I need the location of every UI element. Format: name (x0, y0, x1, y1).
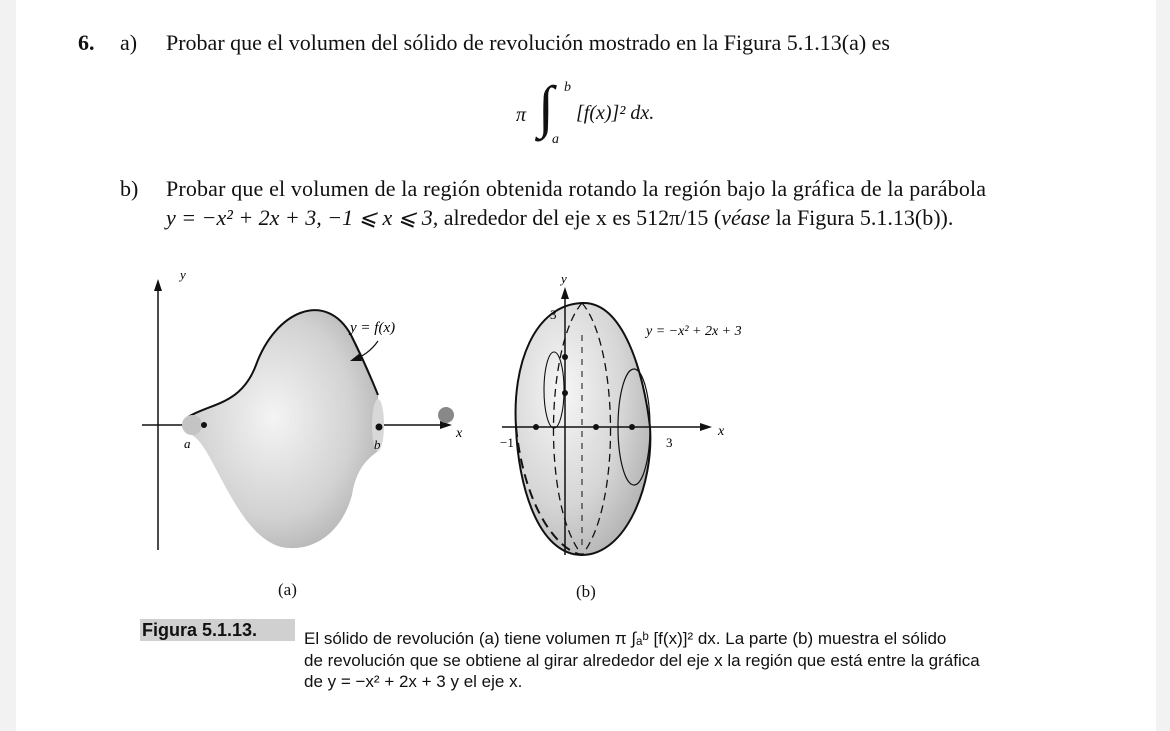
part-b-line1: Probar que el volumen de la región obtenida rotando la región bajo la gráfica de la parábola (166, 176, 987, 201)
formula-body: [f(x)]² dx. (576, 102, 655, 124)
page (16, 0, 1156, 731)
caption-line-2: de revolución que se obtiene al girar alrededor del eje x la región que está entre la gráfica (304, 651, 980, 670)
part-b-math: y = −x² + 2x + 3, −1 ⩽ x ⩽ 3, (166, 205, 439, 230)
caption-line-1: El sólido de revolución (a) tiene volumen π ∫ₐᵇ [f(x)]² dx. La parte (b) muestra el sólido (304, 629, 947, 648)
x-axis-arrow-b (700, 423, 712, 431)
caption-line-3: de y = −x² + 2x + 3 y el eje x. (304, 672, 523, 691)
y-label-a: y (180, 267, 186, 282)
figure-b (486, 265, 786, 565)
figure-a (116, 255, 476, 565)
point-x2 (593, 424, 599, 430)
point-x3 (629, 424, 635, 430)
curve-label-b: y = −x² + 2x + 3 (646, 324, 742, 339)
x-tick-left-b: −1 (500, 435, 514, 450)
formula-lower-limit: a (552, 132, 559, 147)
part-a-text: Probar que el volumen del sólido de revolución mostrado en la Figura 5.1.13(a) es (166, 30, 890, 55)
part-b-end: la Figura 5.1.13(b)). (770, 205, 954, 230)
curve-label-a: y = f(x) (350, 320, 396, 336)
solid-a (188, 310, 378, 548)
integral-sign: ∫ (538, 74, 554, 139)
y-tick-b: 3 (550, 307, 557, 322)
point-y2 (562, 390, 568, 396)
x-label-a: x (456, 426, 463, 441)
y-axis-arrow-a (154, 279, 162, 291)
smudge-a (438, 407, 454, 423)
part-b-text: alrededor del eje x es 512π/15 ( (438, 205, 722, 230)
problem-number: 6. (78, 30, 95, 55)
endcap-a (182, 415, 202, 435)
point-a (201, 422, 207, 428)
part-b-label: b) (120, 176, 139, 201)
formula-upper-limit: b (564, 80, 571, 95)
caption-number: Figura 5.1.13. (142, 620, 258, 640)
y-label-b: y (561, 271, 567, 286)
x-tick-right-b: 3 (666, 435, 673, 450)
point-x1 (533, 424, 539, 430)
part-b-line2 (166, 205, 953, 231)
x-label-b: x (718, 424, 725, 439)
label-b: b (374, 437, 381, 452)
figure-b-sublabel: (b) (576, 582, 596, 601)
point-b (376, 424, 383, 431)
point-y1 (562, 354, 568, 360)
part-b-italic: véase (721, 205, 771, 230)
figure-a-sublabel: (a) (278, 580, 297, 599)
y-axis-arrow-b (561, 287, 569, 299)
label-a: a (184, 436, 191, 451)
part-a-label: a) (120, 30, 138, 55)
formula-pi: π (516, 104, 527, 126)
